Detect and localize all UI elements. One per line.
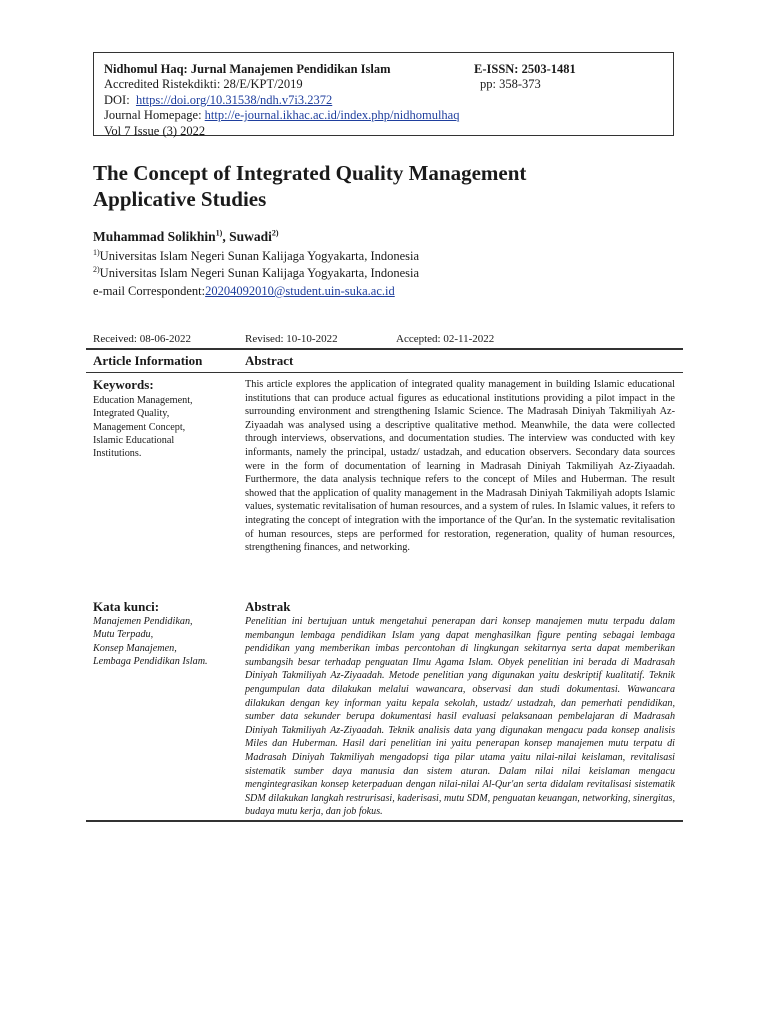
journal-name: Nidhomul Haq: Jurnal Manajemen Pendidikan Islam (104, 62, 391, 76)
affil-1-sup: 1) (93, 247, 100, 257)
keyword-item: Education Management, (93, 395, 193, 406)
eissn: E-ISSN: 2503-1481 (474, 62, 576, 76)
kata-kunci-heading: Kata kunci: (93, 599, 160, 614)
accepted-date: Accepted: 02-11-2022 (396, 333, 495, 345)
revised-date: Revised: 10-10-2022 (245, 333, 338, 345)
author-2-sup: 2) (271, 228, 279, 238)
affil-1-text: Universitas Islam Negeri Sunan Kalijaga Yogyakarta, Indonesia (99, 249, 420, 263)
keywords-list (93, 394, 233, 460)
affil-2-text: Universitas Islam Negeri Sunan Kalijaga Yogyakarta, Indonesia (99, 266, 420, 280)
homepage-label: Journal Homepage: (104, 108, 202, 123)
bottom-rule (86, 820, 683, 822)
author-2: , Suwadi (222, 229, 272, 244)
homepage-link[interactable]: http://e-journal.ikhac.ac.id/index.php/nidhomulhaq (204, 108, 460, 123)
doi-line (104, 93, 663, 108)
received-date: Received: 08-06-2022 (93, 333, 192, 345)
kata-kunci-item: Manajemen Pendidikan, (93, 616, 193, 627)
affil-2-sup: 2) (93, 264, 100, 274)
abstract-text: This article explores the application of integrated quality management in building Islamic educational institutions that can produce actual figures as educational institutions providing a pilot impact in the surrounding environment and strengthening Islamic Science. The Madrasah Diniyah Takmiliyah Az-Ziyaadah was analysed using a descriptive qualitative method. Meanwhile, the data were collected through interviews, observations, and documentation studies. The interview was conducted with key informants, namely the principal, ustadz/ ustadzah, and education observers. Secondary data sources were in the form of documentation of learning in Madrasah Diniyah Takmiliyah Az-Ziyaadah. Furthermore, the data analysis technique refers to the concept of Miles and Huberman. The result showed that the application of quality management in the Madrasah Diniyah Takmiliyah adopts Islamic values, systematic revitalisation of human resources, and a system of rules. In Islamic values, it refers to integrating the concept of integration with the importance of the Qur'an. In the systematic revitalisation of human resources, steps are performed for restoration, regeneration, quality of human resources, strengthening finances, and networking. (245, 379, 675, 554)
email-label: e-mail Correspondent: (93, 284, 206, 298)
kata-kunci-list (93, 615, 233, 668)
kata-kunci-item: Mutu Terpadu, (93, 629, 154, 641)
volume-line: Vol 7 Issue (3) 2022 (104, 123, 206, 138)
accreditation: Accredited Ristekdikti: 28/E/KPT/2019 (104, 77, 303, 92)
title-line-1: The Concept of Integrated Quality Management (93, 161, 527, 185)
email-correspondent (93, 284, 395, 299)
affiliation-1 (93, 249, 419, 264)
author-1: Muhammad Solikhin (93, 229, 216, 244)
author-1-sup: 1) (215, 228, 223, 238)
keyword-item: Integrated Quality, (93, 408, 170, 420)
abstrak-heading: Abstrak (245, 599, 291, 614)
journal-header-box (93, 52, 674, 136)
abstract-heading: Abstract (245, 353, 294, 368)
abstrak-text: Penelitian ini bertujuan untuk mengetahui penerapan dari konsep manajemen mutu terpadu dalam membangun lembaga pendidikan Islam yang dapat menghasilkan figure penting sebagai lembaga pendidikan yang memberikan imbas percontohan di lingkungan sekitarnya serta dapat memberikan sumbangsih besar terhadap penguatan Ilmu Agama Islam. Obyek penelitian ini berada di Madrasah Diniyah Takmiliyah Az-Ziyaadah. Metode penelitian yang digunakan yaitu deskriptif kualitatif. Teknik pengumpulan data dilakukan melalui wawancara, observasi dan studi dokumentasi. Wawancara dilakukan dengan key informan yaitu kepala sekolah, ustadz/ ustadzah, dan pemerhati pendidikan, sumber data sekunder berupa dokumentasi hasil evaluasi pelaksanaan pembelajaran di Madrasah Diniyah Takmiliyah Az-Ziyaadah. Teknik analisis data yang digunakan mengacu pada konsep analisis Miles dan Huberman. Hasil dari penelitian ini yaitu penerapan konsep manajemen mutu terpatu di Madrasah Diniyah Takmiliyah mengadopsi tiga pilar utama yaitu nilai-nilai keislaman, revitalisasi sistematik sumber daya manusia dan sistem aturan. Dalam nilai nilai keislaman mengacu mengintegrasikan konsep keterpaduan dengan nilai-nilai Al-Qur'an serta didalam revitalisasi sistematik SDM dilakukan langkah restrurisasi, kaderisasi, mutu SDM, penguatan keuangan, networking, sinergitas, budaya mutu kerja, dan job fokus. (245, 616, 675, 818)
article-title (93, 160, 653, 212)
page-range: pp: 358-373 (480, 77, 541, 92)
doi-link[interactable]: https://doi.org/10.31538/ndh.v7i3.2372 (135, 92, 333, 107)
keyword-item: Islamic Educational (93, 434, 175, 446)
top-rule (86, 348, 683, 350)
keyword-item: Management Concept, (93, 421, 186, 433)
keyword-item: Institutions. (93, 448, 142, 460)
title-line-2: Applicative Studies (93, 187, 267, 211)
keywords-heading: Keywords: (93, 377, 154, 392)
article-info-heading: Article Information (93, 353, 203, 368)
kata-kunci-item: Lembaga Pendidikan Islam. (93, 655, 208, 667)
kata-kunci-item: Konsep Manajemen, (93, 642, 177, 654)
affiliation-2 (93, 266, 419, 281)
email-link[interactable]: 20204092010@student.uin-suka.ac.id (205, 284, 395, 298)
heading-rule (86, 372, 683, 373)
doi-label: DOI: (104, 92, 130, 107)
homepage-line (104, 108, 663, 123)
journal-name-line (104, 62, 663, 77)
author-list (93, 229, 279, 245)
accreditation-line (104, 77, 663, 92)
